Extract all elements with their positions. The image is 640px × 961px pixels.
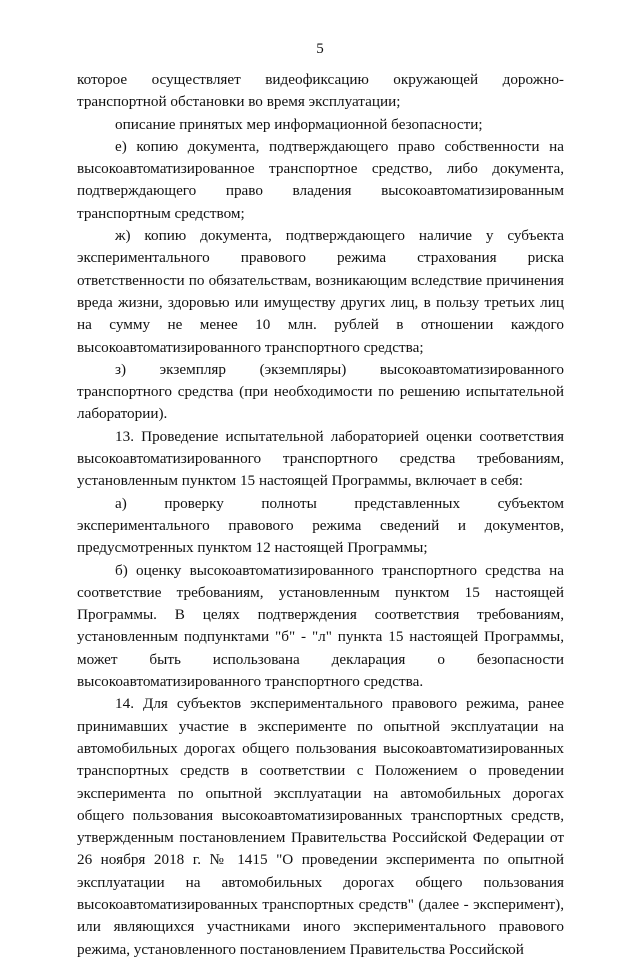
paragraph-item-e: е) копию документа, подтверждающего право собственности на высокоавтоматизированное транспортное средство, либо документа, подтверждающего право владения высокоавтоматизированным транспортным средством; bbox=[77, 137, 564, 222]
paragraph-item-zh: ж) копию документа, подтверждающего наличие у субъекта экспериментального правового режима страхования риска ответственности по обязательствам, возникающим вследствие причинения вреда жизни, здоровью или имуществу других лиц, в пользу третьих лиц на сумму не менее 10 млн. рублей в отношении каждого высокоавтоматизированного транспортного средства; bbox=[77, 227, 564, 356]
page-number: 5 bbox=[316, 41, 324, 57]
document-body bbox=[77, 69, 564, 961]
paragraph-security-description: описание принятых мер информационной безопасности; bbox=[115, 115, 483, 133]
paragraph-item-b: б) оценку высокоавтоматизированного транспортного средства на соответствие требованиям, установленным пунктом 15 настоящей Программы. В целях подтверждения соответствия требованиям, установленным подпунктами "б" - "л" пункта 15 настоящей Программы, может быть использована декларация о безопасности высокоавтоматизированного транспортного средства. bbox=[77, 561, 564, 691]
paragraph-continuation: которое осуществляет видеофиксацию окружающей дорожно-транспортной обстановки во время эксплуатации; bbox=[77, 71, 564, 111]
paragraph-section-13: 13. Проведение испытательной лабораторией оценки соответствия высокоавтоматизированного транспортного средства требованиям, установленным пунктом 15 настоящей Программы, включает в себя: bbox=[77, 427, 564, 490]
paragraph-section-14: 14. Для субъектов экспериментального правового режима, ранее принимавших участие в эксперименте по опытной эксплуатации на автомобильных дорогах общего пользования высокоавтоматизированных транспортных средств в соответствии с Положением о проведении эксперимента по опытной эксплуатации на автомобильных дорогах общего пользования высокоавтоматизированных транспортных средств, утвержденным постановлением Правительства Российской Федерации от 26 ноября 2018 г. № 1415 "О проведении эксперимента по опытной эксплуатации на автомобильных дорогах общего пользования высокоавтоматизированных транспортных средств" (далее - эксперимент), или являющихся участниками иного экспериментального правового режима, установленного постановлением Правительства Российской bbox=[77, 695, 564, 958]
paragraph-item-z: з) экземпляр (экземпляры) высокоавтоматизированного транспортного средства (при необходимости по решению испытательной лаборатории). bbox=[77, 360, 564, 423]
paragraph-item-a: а) проверку полноты представленных субъектом экспериментального правового режима сведений и документов, предусмотренных пунктом 12 настоящей Программы; bbox=[77, 494, 564, 557]
